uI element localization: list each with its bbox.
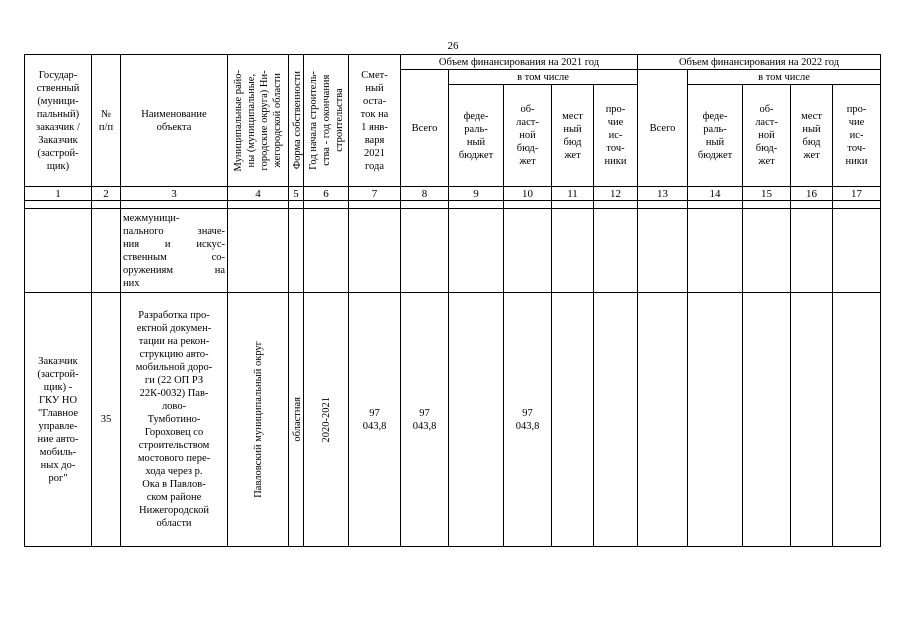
header-other-2022: про- чие ис- точ- ники bbox=[833, 85, 881, 187]
financing-table bbox=[24, 54, 881, 547]
row-object-name: Разработка про- ектной докумен- тации на рекон- струкцию авто- мобильной доро- ги (22 ОП РЗ 22К-0032) Пав- лово- Тумботино- Гороховец со строительством мостового пере- хода через р. Ока в Павлов- ском районе Нижегородской области bbox=[121, 293, 228, 547]
row-local-2021 bbox=[552, 293, 594, 547]
row-years-cell bbox=[304, 293, 349, 547]
header-funding-2022: Объем финансирования на 2022 год bbox=[638, 55, 881, 70]
table-row bbox=[25, 209, 881, 293]
row-other-2022 bbox=[833, 293, 881, 547]
row-other-2021 bbox=[594, 293, 638, 547]
column-number: 4 bbox=[228, 187, 289, 201]
header-total-2021: Всего bbox=[401, 70, 449, 187]
column-number: 2 bbox=[92, 187, 121, 201]
header-district: Муниципальные райо- ны (муниципальные, городские округа) Ни- жегородской области bbox=[233, 69, 283, 172]
header-ownership-cell bbox=[289, 55, 304, 187]
header-funding-2021: Объем финансирования на 2021 год bbox=[401, 55, 638, 70]
header-including-2021: в том числе bbox=[449, 70, 638, 85]
header-customer: Государ- ственный (муници- пальный) заказчик / Заказчик (застрой- щик) bbox=[25, 55, 92, 187]
row-ownership-cell bbox=[289, 293, 304, 547]
row-district: Павловский муниципальный округ bbox=[252, 341, 264, 498]
column-number: 3 bbox=[121, 187, 228, 201]
page-number: 26 bbox=[447, 40, 459, 52]
header-regional-2022: об- ласт- ной бюд- жет bbox=[743, 85, 791, 187]
column-numbers-row bbox=[25, 187, 881, 201]
header-estimate: Смет- ный оста- ток на 1 янв- варя 2021 года bbox=[349, 55, 401, 187]
column-number: 17 bbox=[833, 187, 881, 201]
row-federal-2022 bbox=[688, 293, 743, 547]
row-local-2022 bbox=[791, 293, 833, 547]
header-years-cell bbox=[304, 55, 349, 187]
row-ownership: областная bbox=[292, 397, 303, 442]
header-other-2021: про- чие ис- точ- ники bbox=[594, 85, 638, 187]
object-name-continued: межмуници- пального значе- ния и искус- ственным со- оружениям на них bbox=[121, 209, 228, 293]
column-number: 16 bbox=[791, 187, 833, 201]
column-number: 13 bbox=[638, 187, 688, 201]
header-regional-2021: об- ласт- ной бюд- жет bbox=[504, 85, 552, 187]
row-regional-2022 bbox=[743, 293, 791, 547]
row-estimate: 97 043,8 bbox=[349, 293, 401, 547]
header-object-name: Наименование объекта bbox=[121, 55, 228, 187]
header-local-2021: мест ный бюд жет bbox=[552, 85, 594, 187]
header-district-cell bbox=[228, 55, 289, 187]
column-number: 12 bbox=[594, 187, 638, 201]
header-federal-2021: феде- раль- ный бюджет bbox=[449, 85, 504, 187]
row-district-cell bbox=[228, 293, 289, 547]
column-number: 5 bbox=[289, 187, 304, 201]
header-including-2022: в том числе bbox=[688, 70, 881, 85]
column-number: 9 bbox=[449, 187, 504, 201]
row-customer: Заказчик (застрой- щик) - ГКУ НО "Главное управле- ние авто- мобиль- ных до- рог" bbox=[25, 293, 92, 547]
header-number: № п/п bbox=[92, 55, 121, 187]
row-regional-2021: 97 043,8 bbox=[504, 293, 552, 547]
row-number: 35 bbox=[92, 293, 121, 547]
column-number: 8 bbox=[401, 187, 449, 201]
header-years: Год начала строитель- ства - год окончания строительства bbox=[307, 71, 345, 170]
row-total-2022 bbox=[638, 293, 688, 547]
row-federal-2021 bbox=[449, 293, 504, 547]
row-years: 2020-2021 bbox=[320, 396, 332, 443]
spacer-row bbox=[25, 201, 881, 209]
column-number: 6 bbox=[304, 187, 349, 201]
column-number: 10 bbox=[504, 187, 552, 201]
column-number: 15 bbox=[743, 187, 791, 201]
column-number: 1 bbox=[25, 187, 92, 201]
row-total-2021: 97 043,8 bbox=[401, 293, 449, 547]
table-row bbox=[25, 293, 881, 547]
column-number: 11 bbox=[552, 187, 594, 201]
header-ownership: Форма собственности bbox=[292, 71, 303, 170]
column-number: 14 bbox=[688, 187, 743, 201]
header-federal-2022: феде- раль- ный бюджет bbox=[688, 85, 743, 187]
header-total-2022: Всего bbox=[638, 70, 688, 187]
header-local-2022: мест ный бюд жет bbox=[791, 85, 833, 187]
column-number: 7 bbox=[349, 187, 401, 201]
